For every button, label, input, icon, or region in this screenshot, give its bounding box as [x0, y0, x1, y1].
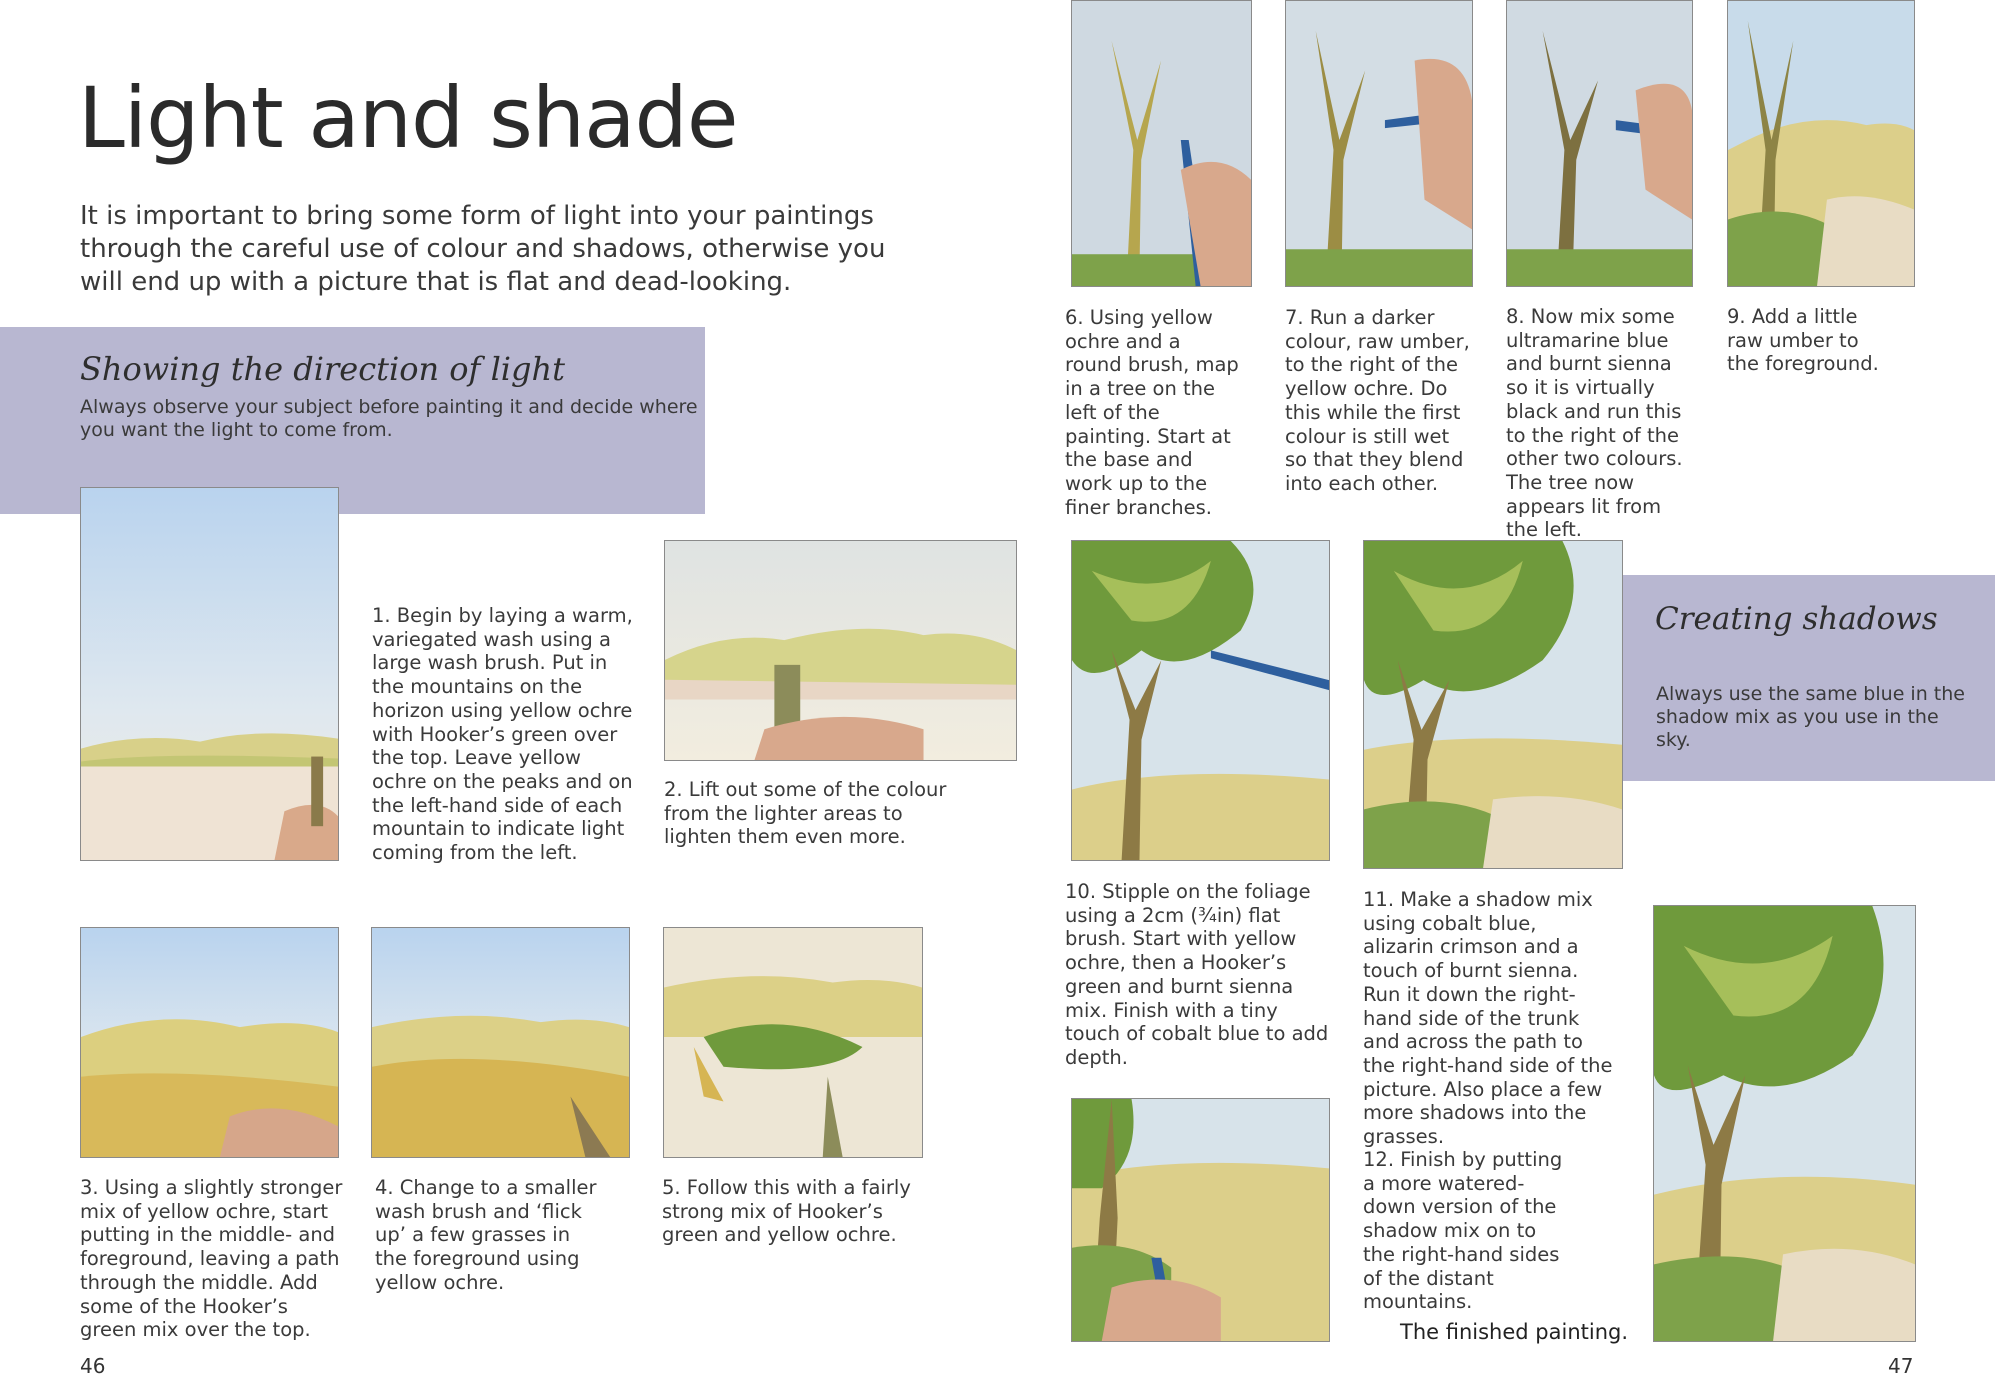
page-number-left: 46	[80, 1354, 106, 1378]
step-9-caption: 9. Add a little raw umber to the foreground.	[1727, 305, 1879, 376]
finished-painting-image	[1653, 905, 1916, 1342]
step-3-caption: 3. Using a slightly stronger mix of yellow ochre, start putting in the middle- and foreground, leaving a path through the middle. Add some of the Hooker’s green mix over the top.	[80, 1176, 343, 1342]
tip-box-direction-title: Showing the direction of light	[80, 350, 565, 388]
step-8-caption: 8. Now mix some ultramarine blue and burnt sienna so it is virtually black and run this to the right of the other two colours. The tree now appears lit from the left.	[1506, 305, 1683, 542]
tip-box-direction-text: Always observe your subject before painting it and decide where you want the light to come from.	[80, 396, 698, 441]
step-7-caption: 7. Run a darker colour, raw umber, to the right of the yellow ochre. Do this while the first colour is still wet so that they blend into each other.	[1285, 306, 1470, 495]
intro-paragraph: It is important to bring some form of light into your paintings through the careful use of colour and shadows, otherwise you will end up with a picture that is flat and dead-looking.	[80, 201, 886, 297]
step-1-image	[80, 487, 339, 861]
step-3-image	[80, 927, 339, 1158]
step-5-caption: 5. Follow this with a fairly strong mix of Hooker’s green and yellow ochre.	[662, 1176, 911, 1247]
step-1-caption: 1. Begin by laying a warm, variegated wash using a large wash brush. Put in the mountains on the horizon using yellow ochre with Hooker’s green over the top. Leave yellow ochre on the peaks and on the left-hand side of each mountain to indicate light coming from the left.	[372, 604, 633, 865]
tip-box-shadows-text: Always use the same blue in the shadow mix as you use in the sky.	[1656, 683, 1965, 751]
step-6-caption: 6. Using yellow ochre and a round brush, map in a tree on the left of the painting. Start at the base and work up to the finer branches.	[1065, 306, 1239, 519]
page-title: Light and shade	[78, 69, 738, 167]
step-10-caption: 10. Stipple on the foliage using a 2cm (¾in) flat brush. Start with yellow ochre, then a Hooker’s green and burnt sienna mix. Finish with a tiny touch of cobalt blue to add depth.	[1065, 880, 1329, 1069]
step-2-caption: 2. Lift out some of the colour from the lighter areas to lighten them even more.	[664, 778, 947, 849]
step-10-image	[1071, 540, 1330, 861]
step-5-image	[663, 927, 923, 1158]
finished-painting-caption: The finished painting.	[1400, 1320, 1629, 1344]
step-6-image	[1071, 0, 1252, 287]
step-2-image	[664, 540, 1017, 761]
page-number-right: 47	[1888, 1354, 1914, 1378]
step-7-image	[1285, 0, 1473, 287]
step-8-image	[1506, 0, 1693, 287]
step-4-image	[371, 927, 630, 1158]
tip-box-shadows-title: Creating shadows	[1655, 601, 1938, 637]
step-9-image	[1727, 0, 1915, 287]
step-4-caption: 4. Change to a smaller wash brush and ‘flick up’ a few grasses in the foreground using yellow ochre.	[375, 1176, 597, 1294]
step-11-caption: 11. Make a shadow mix using cobalt blue, alizarin crimson and a touch of burnt sienna. Run it down the right-hand side of the trunk and across the path to the right-hand side of the picture. Also place a few more shadows into the grasses.	[1363, 888, 1613, 1149]
step-12-image	[1071, 1098, 1330, 1342]
step-11-image	[1363, 540, 1623, 869]
step-12-caption: 12. Finish by putting a more watered-down version of the shadow mix on to the right-hand sides of the distant mountains.	[1363, 1148, 1563, 1314]
